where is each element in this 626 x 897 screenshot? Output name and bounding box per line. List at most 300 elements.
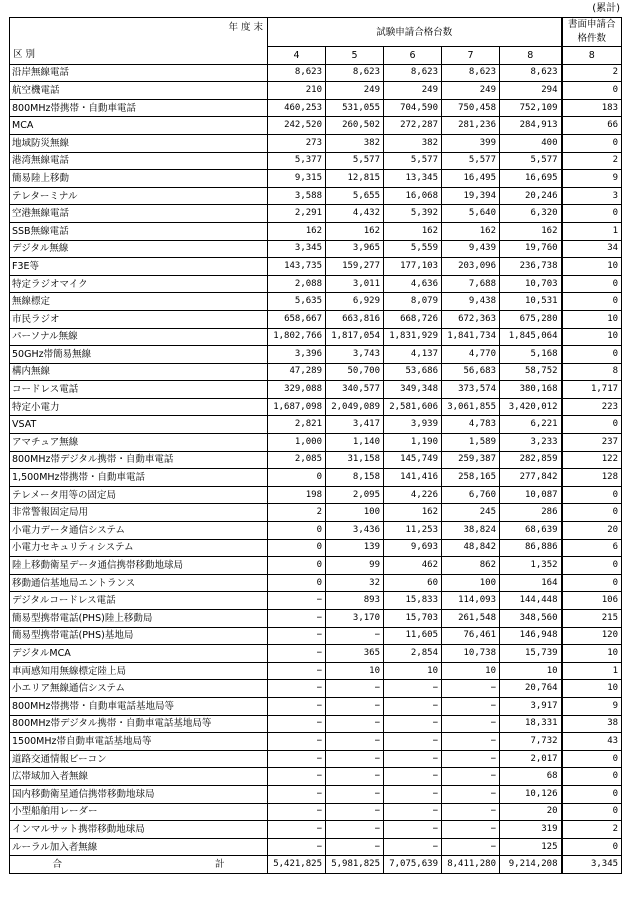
exam-count-cell: − — [442, 697, 500, 715]
paper-count-cell: 0 — [562, 504, 622, 522]
exam-count-cell: 177,103 — [384, 258, 442, 276]
exam-count-cell: 380,168 — [500, 381, 562, 399]
exam-count-cell: − — [268, 785, 326, 803]
row-category: 800MHz帯携帯・自動車電話 — [10, 99, 268, 117]
exam-count-cell: 5,392 — [384, 205, 442, 223]
exam-count-cell: 6,929 — [326, 293, 384, 311]
exam-count-cell: 3,965 — [326, 240, 384, 258]
exam-count-cell: 125 — [500, 838, 562, 856]
table-row — [10, 381, 622, 399]
paper-group-header — [562, 18, 622, 47]
exam-count-cell: 31,158 — [326, 451, 384, 469]
table-row — [10, 293, 622, 311]
exam-count-cell: 260,502 — [326, 117, 384, 135]
exam-count-cell: − — [326, 680, 384, 698]
exam-count-cell: 20 — [500, 803, 562, 821]
exam-count-cell: − — [384, 803, 442, 821]
exam-count-cell: 10,703 — [500, 275, 562, 293]
exam-count-cell: − — [326, 733, 384, 751]
paper-count-cell: 223 — [562, 398, 622, 416]
exam-count-cell: 329,088 — [268, 381, 326, 399]
exam-count-cell: 144,448 — [500, 592, 562, 610]
row-category: 航空機電話 — [10, 82, 268, 100]
paper-count-cell: 128 — [562, 469, 622, 487]
exam-count-cell: 3,939 — [384, 416, 442, 434]
exam-count-cell: 8,623 — [500, 64, 562, 82]
row-category: ルーラル加入者無線 — [10, 838, 268, 856]
exam-count-cell: 5,577 — [500, 152, 562, 170]
exam-count-cell: 3,743 — [326, 346, 384, 364]
exam-count-cell: 7,688 — [442, 275, 500, 293]
exam-count-cell: 675,280 — [500, 310, 562, 328]
exam-count-cell: 162 — [442, 222, 500, 240]
exam-count-cell: 0 — [268, 574, 326, 592]
table-row — [10, 205, 622, 223]
exam-count-cell: 2,854 — [384, 645, 442, 663]
total-label: 合 計 — [10, 856, 268, 874]
exam-count-cell: 340,577 — [326, 381, 384, 399]
exam-count-cell: 2,581,606 — [384, 398, 442, 416]
exam-count-cell: 8,623 — [326, 64, 384, 82]
exam-count-cell: 282,859 — [500, 451, 562, 469]
exam-count-cell: 1,140 — [326, 434, 384, 452]
paper-count-cell: 38 — [562, 715, 622, 733]
exam-count-cell: 1,352 — [500, 557, 562, 575]
exam-count-cell: 704,590 — [384, 99, 442, 117]
exam-count-cell: − — [442, 785, 500, 803]
exam-count-cell: − — [384, 838, 442, 856]
exam-count-cell: 143,735 — [268, 258, 326, 276]
table-row — [10, 785, 622, 803]
exam-count-cell: 277,842 — [500, 469, 562, 487]
paper-count-cell: 10 — [562, 645, 622, 663]
exam-count-cell: 3,061,855 — [442, 398, 500, 416]
exam-count-cell: − — [442, 821, 500, 839]
row-category: 簡易陸上移動 — [10, 170, 268, 188]
exam-count-cell: − — [442, 838, 500, 856]
exam-count-cell: 8,623 — [268, 64, 326, 82]
exam-count-cell: 11,253 — [384, 522, 442, 540]
exam-count-cell: − — [326, 715, 384, 733]
exam-count-cell: − — [268, 697, 326, 715]
exam-count-cell: 86,886 — [500, 539, 562, 557]
row-category: アマチュア無線 — [10, 434, 268, 452]
exam-count-cell: 249 — [442, 82, 500, 100]
exam-count-cell: 382 — [326, 134, 384, 152]
year-header: 5 — [326, 47, 384, 65]
exam-count-cell: 100 — [326, 504, 384, 522]
exam-count-cell: 0 — [268, 469, 326, 487]
row-category: 800MHz帯携帯・自動車電話基地局等 — [10, 697, 268, 715]
paper-group-label: 書面申請合格件数 — [568, 19, 616, 44]
table-row — [10, 310, 622, 328]
exam-count-cell: − — [442, 768, 500, 786]
exam-count-cell: 38,824 — [442, 522, 500, 540]
paper-count-cell: 34 — [562, 240, 622, 258]
exam-count-cell: − — [384, 750, 442, 768]
cumulative-note: (累計) — [592, 3, 620, 14]
paper-count-cell: 0 — [562, 574, 622, 592]
exam-count-cell: 16,068 — [384, 187, 442, 205]
exam-count-cell: − — [268, 610, 326, 628]
exam-count-cell: 2,088 — [268, 275, 326, 293]
exam-count-cell: − — [326, 838, 384, 856]
exam-count-cell: 9,438 — [442, 293, 500, 311]
table-row — [10, 662, 622, 680]
exam-count-cell: 3,345 — [268, 240, 326, 258]
exam-count-cell: 76,461 — [442, 627, 500, 645]
exam-count-cell: 3,588 — [268, 187, 326, 205]
exam-count-cell: 5,577 — [326, 152, 384, 170]
row-category: 構内無線 — [10, 363, 268, 381]
paper-count-cell: 1 — [562, 222, 622, 240]
exam-count-cell: − — [326, 750, 384, 768]
exam-count-cell: 672,363 — [442, 310, 500, 328]
paper-count-cell: 0 — [562, 293, 622, 311]
table-row — [10, 170, 622, 188]
exam-count-cell: 1,817,054 — [326, 328, 384, 346]
exam-count-cell: 0 — [268, 522, 326, 540]
row-category: 1500MHz帯自動車電話基地局等 — [10, 733, 268, 751]
exam-count-cell: 10,126 — [500, 785, 562, 803]
exam-count-cell: 284,913 — [500, 117, 562, 135]
row-category: 800MHz帯デジタル携帯・自動車電話 — [10, 451, 268, 469]
row-category: デジタル無線 — [10, 240, 268, 258]
table-row — [10, 733, 622, 751]
table-row — [10, 645, 622, 663]
row-category: テレターミナル — [10, 187, 268, 205]
exam-count-cell: 752,109 — [500, 99, 562, 117]
exam-count-cell: 10 — [500, 662, 562, 680]
exam-count-cell: − — [384, 715, 442, 733]
exam-count-cell: 249 — [326, 82, 384, 100]
exam-count-cell: 3,417 — [326, 416, 384, 434]
exam-count-cell: 210 — [268, 82, 326, 100]
exam-count-cell: 0 — [268, 557, 326, 575]
category-label: 区 別 — [13, 48, 36, 60]
table-row — [10, 398, 622, 416]
exam-count-cell: 6,760 — [442, 486, 500, 504]
exam-count-cell: 12,815 — [326, 170, 384, 188]
paper-count-cell: 1,717 — [562, 381, 622, 399]
table-row — [10, 346, 622, 364]
row-category: パーソナル無線 — [10, 328, 268, 346]
table-row — [10, 680, 622, 698]
table-row — [10, 486, 622, 504]
exam-count-cell: 53,686 — [384, 363, 442, 381]
paper-count-cell: 183 — [562, 99, 622, 117]
exam-count-cell: 2,017 — [500, 750, 562, 768]
exam-count-cell: 19,760 — [500, 240, 562, 258]
exam-count-cell: − — [384, 733, 442, 751]
exam-count-cell: 8,158 — [326, 469, 384, 487]
total-exam-cell: 9,214,208 — [500, 856, 562, 874]
exam-count-cell: − — [326, 768, 384, 786]
row-category: 車両感知用無線標定陸上局 — [10, 662, 268, 680]
table-body — [10, 64, 622, 873]
exam-count-cell: 862 — [442, 557, 500, 575]
paper-count-cell: 0 — [562, 416, 622, 434]
exam-count-cell: 15,833 — [384, 592, 442, 610]
table-row — [10, 258, 622, 276]
table-row — [10, 82, 622, 100]
table-row — [10, 152, 622, 170]
exam-count-cell: 2,291 — [268, 205, 326, 223]
row-category: MCA — [10, 117, 268, 135]
exam-count-cell: 15,703 — [384, 610, 442, 628]
row-category: インマルサット携帯移動地球局 — [10, 821, 268, 839]
exam-count-cell: 10 — [326, 662, 384, 680]
exam-count-cell: 258,165 — [442, 469, 500, 487]
exam-count-cell: 750,458 — [442, 99, 500, 117]
exam-count-cell: 3,011 — [326, 275, 384, 293]
exam-count-cell: 9,315 — [268, 170, 326, 188]
exam-count-cell: 245 — [442, 504, 500, 522]
exam-count-cell: 100 — [442, 574, 500, 592]
exam-count-cell: 5,577 — [442, 152, 500, 170]
table-row — [10, 715, 622, 733]
exam-count-cell: 56,683 — [442, 363, 500, 381]
exam-count-cell: 9,439 — [442, 240, 500, 258]
exam-count-cell: 259,387 — [442, 451, 500, 469]
exam-count-cell: 5,168 — [500, 346, 562, 364]
exam-count-cell: − — [268, 715, 326, 733]
year-header: 6 — [384, 47, 442, 65]
exam-count-cell: 5,577 — [384, 152, 442, 170]
exam-count-cell: 11,605 — [384, 627, 442, 645]
paper-count-cell: 215 — [562, 610, 622, 628]
row-category: 沿岸無線電話 — [10, 64, 268, 82]
exam-count-cell: 162 — [384, 504, 442, 522]
corner-header — [10, 18, 268, 65]
year-header: 7 — [442, 47, 500, 65]
exam-count-cell: 1,831,929 — [384, 328, 442, 346]
row-category: 簡易型携帯電話(PHS)陸上移動局 — [10, 610, 268, 628]
table-row — [10, 187, 622, 205]
exam-count-cell: 68,639 — [500, 522, 562, 540]
paper-count-cell: 2 — [562, 821, 622, 839]
row-category: 国内移動衛星通信携帯移動地球局 — [10, 785, 268, 803]
paper-count-cell: 0 — [562, 803, 622, 821]
row-category: デジタルコードレス電話 — [10, 592, 268, 610]
paper-count-cell: 0 — [562, 750, 622, 768]
exam-count-cell: 15,739 — [500, 645, 562, 663]
paper-count-cell: 237 — [562, 434, 622, 452]
year-header: 4 — [268, 47, 326, 65]
exam-count-cell: 6,221 — [500, 416, 562, 434]
exam-count-cell: 236,738 — [500, 258, 562, 276]
exam-count-cell: − — [384, 821, 442, 839]
exam-count-cell: 2,085 — [268, 451, 326, 469]
paper-count-cell: 10 — [562, 258, 622, 276]
paper-count-cell: 43 — [562, 733, 622, 751]
exam-count-cell: 1,841,734 — [442, 328, 500, 346]
paper-count-cell: 0 — [562, 346, 622, 364]
total-exam-cell: 8,411,280 — [442, 856, 500, 874]
paper-count-cell: 8 — [562, 363, 622, 381]
exam-count-cell: 5,377 — [268, 152, 326, 170]
table-row — [10, 469, 622, 487]
exam-count-cell: 19,394 — [442, 187, 500, 205]
exam-count-cell: 4,137 — [384, 346, 442, 364]
fiscal-year-end-label: 年 度 末 — [228, 22, 263, 33]
exam-count-cell: 8,079 — [384, 293, 442, 311]
exam-count-cell: 162 — [384, 222, 442, 240]
row-category: 無線標定 — [10, 293, 268, 311]
table-row — [10, 821, 622, 839]
exam-count-cell: 48,842 — [442, 539, 500, 557]
table-row — [10, 275, 622, 293]
exam-count-cell: 273 — [268, 134, 326, 152]
exam-count-cell: 198 — [268, 486, 326, 504]
exam-count-cell: 60 — [384, 574, 442, 592]
row-category: 空港無線電話 — [10, 205, 268, 223]
exam-count-cell: 373,574 — [442, 381, 500, 399]
paper-count-cell: 2 — [562, 64, 622, 82]
exam-count-cell: − — [384, 785, 442, 803]
row-category: 特定小電力 — [10, 398, 268, 416]
exam-count-cell: 3,170 — [326, 610, 384, 628]
exam-count-cell: 139 — [326, 539, 384, 557]
paper-count-cell: 0 — [562, 486, 622, 504]
exam-count-cell: − — [442, 803, 500, 821]
exam-count-cell: 4,226 — [384, 486, 442, 504]
exam-count-cell: 18,331 — [500, 715, 562, 733]
row-category: 市民ラジオ — [10, 310, 268, 328]
table-row — [10, 768, 622, 786]
paper-count-cell: 10 — [562, 310, 622, 328]
exam-count-cell: 9,693 — [384, 539, 442, 557]
exam-count-cell: 16,495 — [442, 170, 500, 188]
exam-count-cell: 294 — [500, 82, 562, 100]
exam-count-cell: 10 — [384, 662, 442, 680]
row-category: 広帯域加入者無線 — [10, 768, 268, 786]
exam-count-cell: 2,821 — [268, 416, 326, 434]
paper-count-cell: 0 — [562, 785, 622, 803]
table-row — [10, 117, 622, 135]
paper-count-cell: 0 — [562, 557, 622, 575]
exam-count-cell: 50,700 — [326, 363, 384, 381]
paper-count-cell: 0 — [562, 134, 622, 152]
table-row — [10, 574, 622, 592]
exam-count-cell: − — [268, 662, 326, 680]
table-row — [10, 627, 622, 645]
table-row — [10, 592, 622, 610]
exam-count-cell: 281,236 — [442, 117, 500, 135]
exam-count-cell: 365 — [326, 645, 384, 663]
exam-count-cell: 3,396 — [268, 346, 326, 364]
exam-count-cell: 663,816 — [326, 310, 384, 328]
exam-count-cell: 7,732 — [500, 733, 562, 751]
row-category: F3E等 — [10, 258, 268, 276]
exam-count-cell: 2,095 — [326, 486, 384, 504]
paper-count-cell: 0 — [562, 82, 622, 100]
exam-count-cell: 4,770 — [442, 346, 500, 364]
exam-count-cell: − — [326, 803, 384, 821]
exam-count-cell: − — [442, 715, 500, 733]
exam-count-cell: − — [268, 803, 326, 821]
exam-count-cell: 141,416 — [384, 469, 442, 487]
exam-count-cell: − — [442, 680, 500, 698]
exam-count-cell: 242,520 — [268, 117, 326, 135]
paper-count-cell: 10 — [562, 328, 622, 346]
exam-count-cell: 3,420,012 — [500, 398, 562, 416]
exam-count-cell: 4,783 — [442, 416, 500, 434]
exam-count-cell: 162 — [500, 222, 562, 240]
paper-count-cell: 1 — [562, 662, 622, 680]
total-row — [10, 856, 622, 874]
total-exam-cell: 5,421,825 — [268, 856, 326, 874]
row-category: 800MHz帯デジタル携帯・自動車電話基地局等 — [10, 715, 268, 733]
table-row — [10, 557, 622, 575]
exam-count-cell: 3,917 — [500, 697, 562, 715]
row-category: VSAT — [10, 416, 268, 434]
exam-count-cell: 399 — [442, 134, 500, 152]
table-row — [10, 134, 622, 152]
exam-count-cell: 4,636 — [384, 275, 442, 293]
exam-count-cell: 162 — [268, 222, 326, 240]
row-category: 小エリア無線通信システム — [10, 680, 268, 698]
exam-count-cell: 20,246 — [500, 187, 562, 205]
paper-count-cell: 20 — [562, 522, 622, 540]
total-exam-cell: 5,981,825 — [326, 856, 384, 874]
paper-count-cell: 122 — [562, 451, 622, 469]
exam-count-cell: 2 — [268, 504, 326, 522]
exam-count-cell: − — [268, 733, 326, 751]
exam-count-cell: − — [268, 768, 326, 786]
exam-count-cell: 47,289 — [268, 363, 326, 381]
exam-count-cell: 460,253 — [268, 99, 326, 117]
exam-count-cell: 159,277 — [326, 258, 384, 276]
exam-count-cell: 8,623 — [384, 64, 442, 82]
exam-count-cell: 32 — [326, 574, 384, 592]
exam-count-cell: 382 — [384, 134, 442, 152]
exam-count-cell: 68 — [500, 768, 562, 786]
paper-count-cell: 120 — [562, 627, 622, 645]
paper-year-header: 8 — [562, 47, 622, 65]
exam-count-cell: 10 — [442, 662, 500, 680]
exam-count-cell: 249 — [384, 82, 442, 100]
exam-count-cell: 1,190 — [384, 434, 442, 452]
exam-count-cell: 1,845,064 — [500, 328, 562, 346]
row-category: 特定ラジオマイク — [10, 275, 268, 293]
exam-count-cell: − — [442, 750, 500, 768]
exam-count-cell: 658,667 — [268, 310, 326, 328]
exam-count-cell: − — [326, 697, 384, 715]
exam-count-cell: 145,749 — [384, 451, 442, 469]
exam-count-cell: − — [326, 821, 384, 839]
table-row — [10, 838, 622, 856]
exam-count-cell: 8,623 — [442, 64, 500, 82]
total-exam-cell: 7,075,639 — [384, 856, 442, 874]
exam-count-cell: 6,320 — [500, 205, 562, 223]
row-category: SSB無線電話 — [10, 222, 268, 240]
paper-count-cell: 0 — [562, 205, 622, 223]
table-row — [10, 522, 622, 540]
row-category: 移動通信基地局エントランス — [10, 574, 268, 592]
exam-count-cell: 1,000 — [268, 434, 326, 452]
exam-count-cell: 5,635 — [268, 293, 326, 311]
table-row — [10, 539, 622, 557]
exam-count-cell: − — [268, 838, 326, 856]
table-row — [10, 434, 622, 452]
exam-count-cell: 400 — [500, 134, 562, 152]
exam-count-cell: 114,093 — [442, 592, 500, 610]
paper-count-cell: 9 — [562, 170, 622, 188]
exam-count-cell: − — [268, 680, 326, 698]
exam-count-cell: − — [384, 697, 442, 715]
table-row — [10, 64, 622, 82]
